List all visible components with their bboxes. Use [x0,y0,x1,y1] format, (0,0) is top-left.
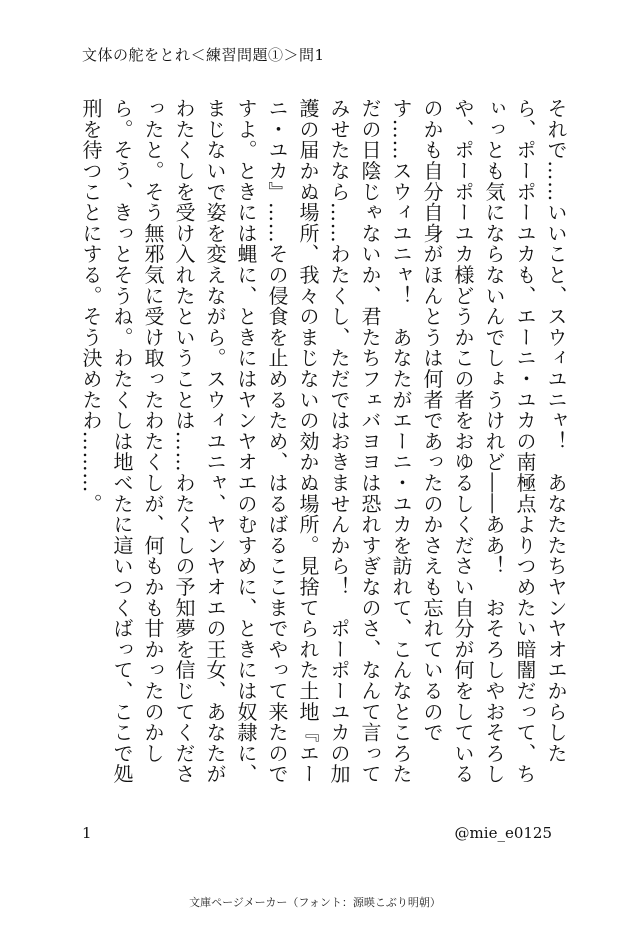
body-paragraph: それで……いいこと、スウィユニャ！ あなたたちヤンヤオエからしたら、ポーポーユカも、エーニ・ユカの南極点よりつめたい暗闇だって、ちぃっとも気にならないんでしょうけれど――ああ！ おそろしやおそろしや、ポーポーユカ様どうかこの者をおゆるしください自分が何をしているのかも自分自身がほんとうは何者であったのかさえも忘れているのです……スウィユニャ！ あなたがエーニ・ユカを訪れて、こんなところただの日陰じゃないか、君たちフェバヨヨは恐れすぎなのさ、なんて言ってみせたなら……わたくし、ただではおきませんから！ ポーポーユカの加護の届かぬ場所、我々のまじないの効かぬ場所。見捨てられた土地『エーニ・ユカ』……その侵食を止めるため、はるばるここまでやって来たのですよ。ときには蝿に、ときにはヤンヤオエのむすめに、ときには奴隷に、まじないで姿を変えながら。スウィユニャ、ヤンヤオエの王女、あなたがわたくしを受け入れたということは……わたくしの予知夢を信じてくださったと。そう無邪気に受け取ったわたくしが、何もかも甘かったのかしら。そう、きっとそうね。わたくしは地べたに這いつくばって、ここで処刑を待つことにする。そう決めたわ………。 [79,98,568,785]
vertical-body-text [75,98,571,798]
page-header-title: 文体の舵をとれ＜練習問題①＞問1 [82,46,325,64]
author-handle: @mie_e0125 [454,824,552,842]
footer-credit: 文庫ページメーカー（フォント：源暎こぶり明朝） [189,896,441,909]
page-number: 1 [82,824,92,842]
